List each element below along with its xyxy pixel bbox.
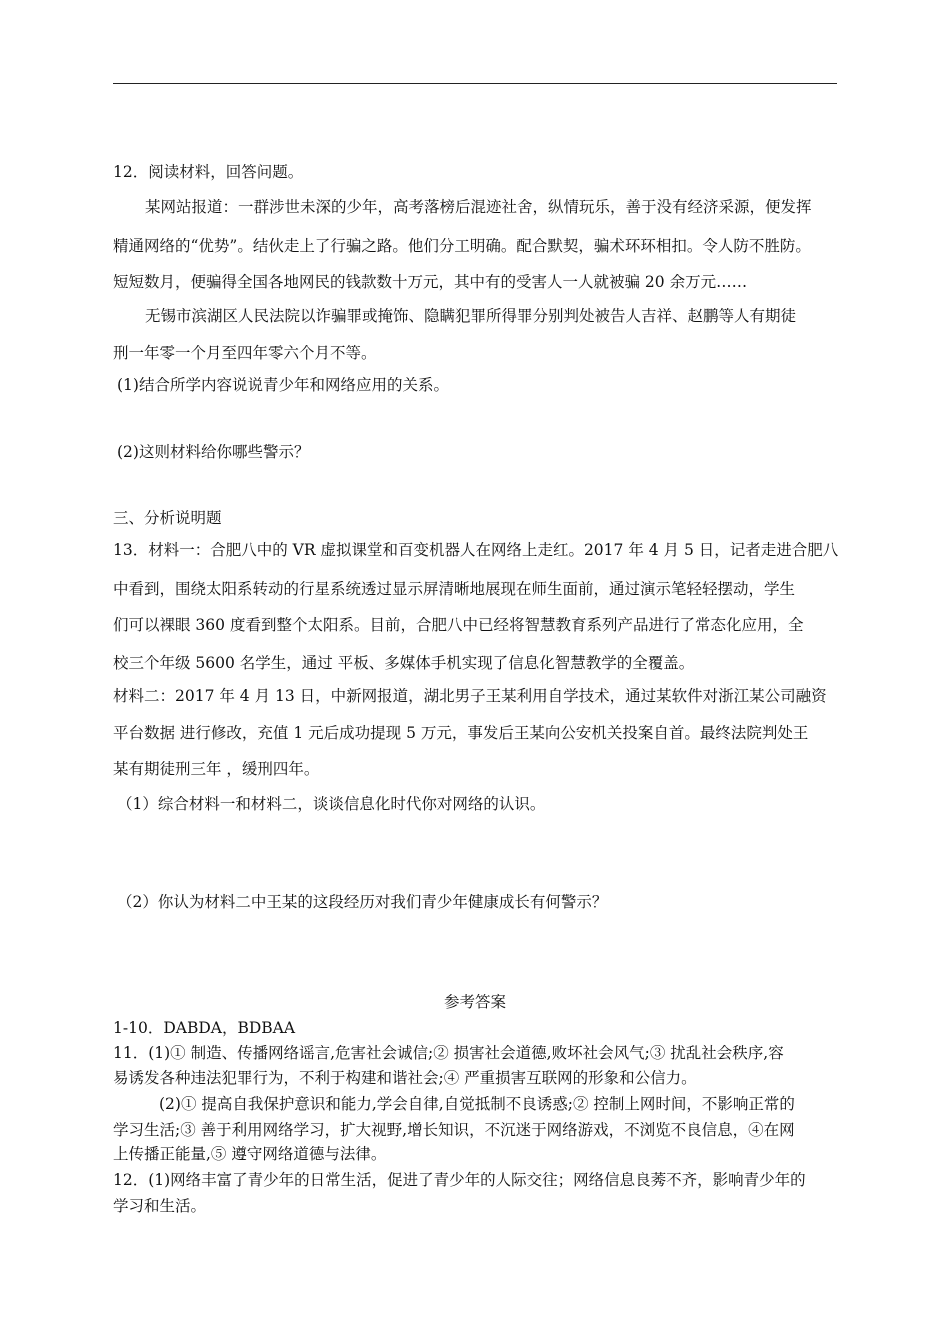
q13-line: 材料二：2017 年 4 月 13 日，中新网报道，湖北男子王某利用自学技术，通过某软件对浙江某公司融资 bbox=[113, 687, 827, 705]
q13-line: 校三个年级 5600 名学生，通过 平板、多媒体手机实现了信息化智慧教学的全覆盖。 bbox=[113, 654, 695, 672]
q13-line: 某有期徒刑三年 ，缓刑四年。 bbox=[113, 760, 320, 778]
section-heading: 三、分析说明题 bbox=[113, 509, 222, 527]
q13-subquestion-2: （2）你认为材料二中王某的这段经历对我们青少年健康成长有何警示？ bbox=[117, 893, 608, 911]
q12-subquestion-2: (2)这则材料给你哪些警示？ bbox=[117, 443, 310, 461]
answer-line: 学习生活;③ 善于利用网络学习，扩大视野,增长知识，不沉迷于网络游戏，不浏览不良信息，④在网 bbox=[113, 1121, 795, 1139]
header-rule bbox=[113, 83, 837, 84]
q12-material-line: 刑一年零一个月至四年零六个月不等。 bbox=[113, 344, 377, 362]
q12-material-line: 精通网络的“优势”。结伙走上了行骗之路。他们分工明确。配合默契，骗术环环相扣。令人防不胜防。 bbox=[113, 237, 811, 255]
q12-subquestion-1: (1)结合所学内容说说青少年和网络应用的关系。 bbox=[117, 376, 449, 394]
answers-title: 参考答案 bbox=[443, 993, 506, 1011]
answer-line: 11．(1)① 制造、传播网络谣言,危害社会诚信;② 损害社会道德,败坏社会风气;③ 扰乱社会秩序,容 bbox=[113, 1044, 784, 1062]
q12-material-line: 某网站报道：一群涉世未深的少年，高考落榜后混迹社舍，纵情玩乐，善于没有经济采源，便发挥 bbox=[145, 198, 812, 216]
answer-line: 学习和生活。 bbox=[113, 1197, 207, 1215]
q13-subquestion-1: （1）综合材料一和材料二，谈谈信息化时代你对网络的认识。 bbox=[117, 795, 546, 813]
question-12-title: 12．阅读材料，回答问题。 bbox=[113, 163, 304, 181]
answer-line: 上传播正能量,⑤ 遵守网络道德与法律。 bbox=[113, 1145, 387, 1163]
q13-line: 13．材料一：合肥八中的 VR 虚拟课堂和百变机器人在网络上走红。2017 年 4 月 5 日，记者走进合肥八 bbox=[113, 541, 839, 559]
q13-line: 中看到，围绕太阳系转动的行星系统透过显示屏清晰地展现在师生面前，通过演示笔轻轻摆动，学生 bbox=[113, 580, 796, 598]
answer-line: 1-10．DABDA，BDBAA bbox=[113, 1019, 296, 1037]
answer-line: (2)① 提高自我保护意识和能力,学会自律,自觉抵制不良诱惑;② 控制上网时间，不影响正常的 bbox=[159, 1095, 795, 1113]
answer-line: 易诱发各种违法犯罪行为，不利于构建和谐社会;④ 严重损害互联网的形象和公信力。 bbox=[113, 1069, 697, 1087]
q12-material-line: 无锡市滨湖区人民法院以诈骗罪或掩饰、隐瞒犯罪所得罪分别判处被告人吉祥、赵鹏等人有期徒 bbox=[145, 307, 797, 325]
q13-line: 们可以裸眼 360 度看到整个太阳系。目前，合肥八中已经将智慧教育系列产品进行了常态化应用，全 bbox=[113, 616, 804, 634]
q12-material-line: 短短数月，便骗得全国各地网民的钱款数十万元，其中有的受害人一人就被骗 20 余万元…… bbox=[113, 273, 748, 291]
answer-line: 12．(1)网络丰富了青少年的日常生活，促进了青少年的人际交往；网络信息良莠不齐，影响青少年的 bbox=[113, 1171, 806, 1189]
q13-line: 平台数据 进行修改，充值 1 元后成功提现 5 万元，事发后王某向公安机关投案自首。最终法院判处王 bbox=[113, 724, 809, 742]
